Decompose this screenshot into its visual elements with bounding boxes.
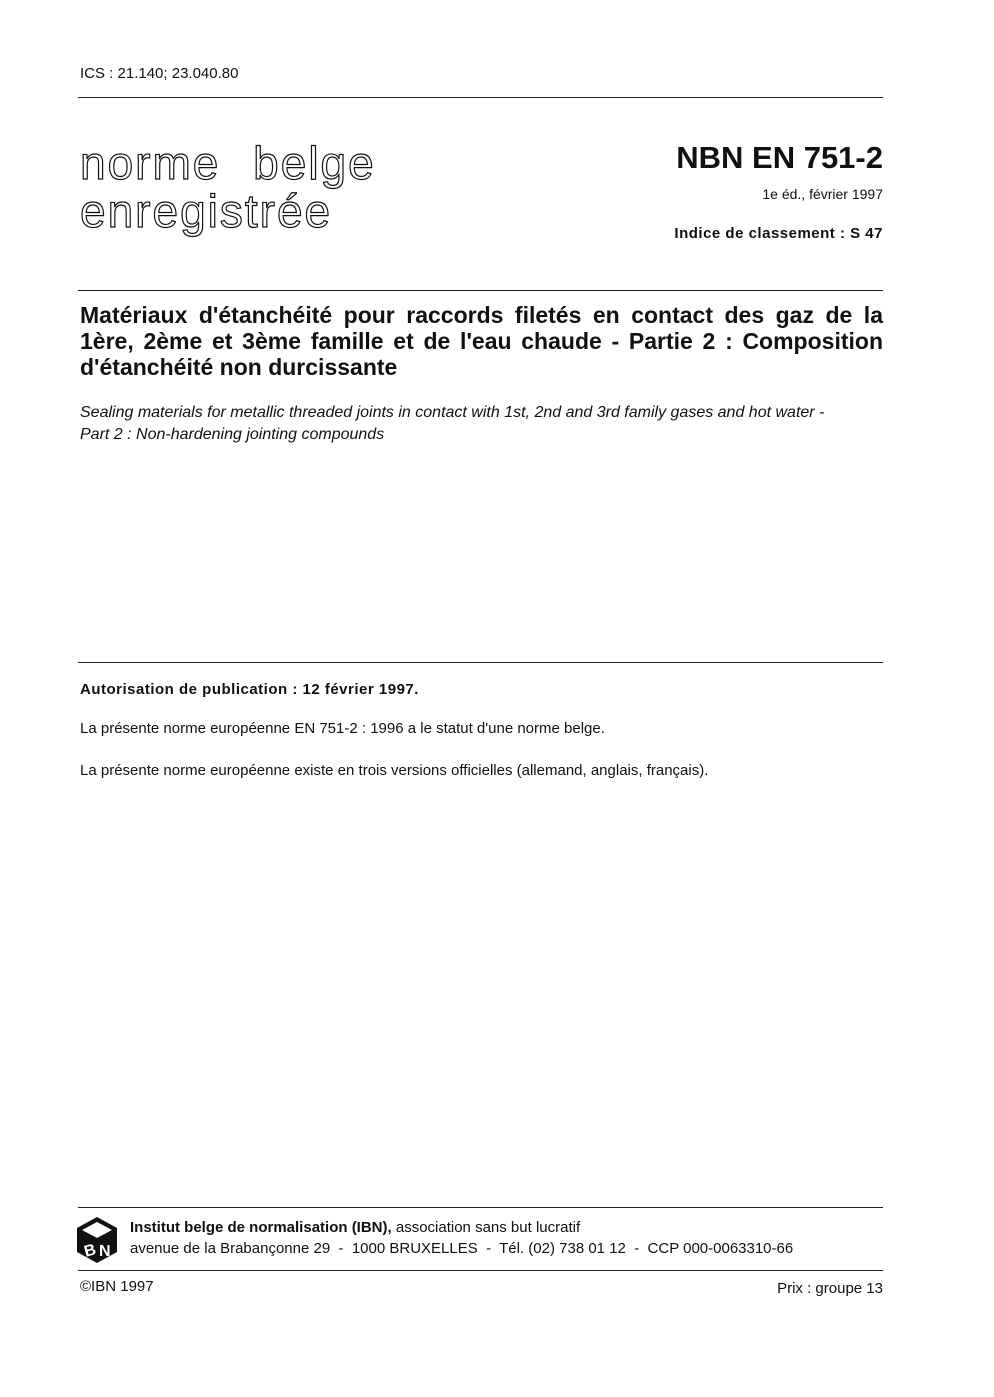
document-title-en [80,402,883,446]
status-paragraph: La présente norme européenne EN 751-2 : 1996 a le statut d'une norme belge. [80,720,605,737]
edition: 1e éd., février 1997 [762,186,883,202]
document-title-fr: Matériaux d'étanchéité pour raccords filetés en contact des gaz de la 1ère, 2ème et 3ème famille et de l'eau chaude - Partie 2 : Composition d'étanchéité non durcissante [80,302,883,380]
copyright: ©IBN 1997 [80,1278,154,1295]
price-group: Prix : groupe 13 [777,1280,883,1297]
divider [78,97,883,98]
title-en-line1: Sealing materials for metallic threaded joints in contact with 1st, 2nd and 3rd family gases and hot water - [80,404,825,421]
ics-code: ICS : 21.140; 23.040.80 [80,65,239,82]
institute-line [130,1219,580,1236]
publication-authorisation: Autorisation de publication : 12 février 1997. [80,681,419,698]
svg-text:B: B [82,1241,98,1261]
versions-paragraph: La présente norme européenne existe en trois versions officielles (allemand, anglais, français). [80,762,709,779]
institute-name: Institut belge de normalisation (IBN), [130,1219,392,1236]
divider [78,290,883,291]
divider [78,1270,883,1271]
svg-text:N: N [99,1243,111,1260]
norm-label-line1: norme belge [80,137,376,189]
divider [78,1207,883,1208]
institute-address: avenue de la Brabançonne 29 - 1000 BRUXELLES - Tél. (02) 738 01 12 - CCP 000-0063310-66 [130,1240,794,1257]
classification-index: Indice de classement : S 47 [674,225,883,242]
institute-type: association sans but lucratif [391,1219,581,1236]
title-en-line2: Part 2 : Non-hardening jointing compounds [80,426,385,443]
ibn-logo-icon [76,1216,118,1264]
norm-label-line2: enregistrée [80,185,333,237]
divider [78,662,883,663]
standard-reference: NBN EN 751-2 [676,140,883,175]
